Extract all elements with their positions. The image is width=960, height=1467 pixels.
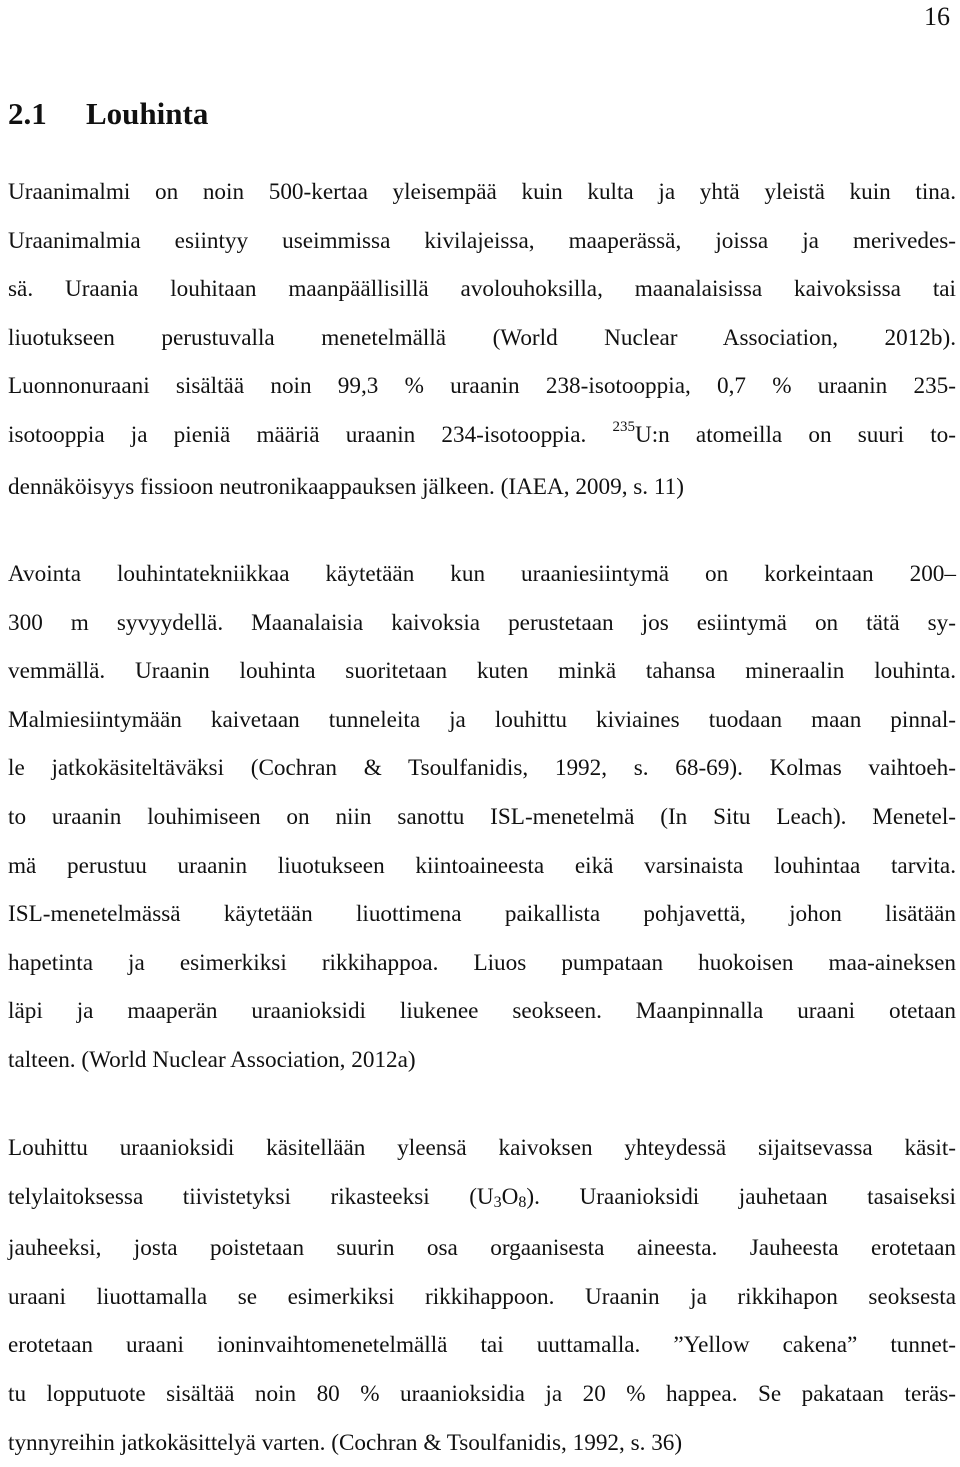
text-line: talteen. (World Nuclear Association, 2012a): [8, 1046, 416, 1073]
text-line: to uraanin louhimiseen on niin sanottu ISL-menetelmä (In Situ Leach). Menetel-: [8, 803, 956, 830]
text-segment: O: [501, 1183, 519, 1210]
paragraph-2: [8, 550, 956, 1085]
text-line: dennäköisyys fissioon neutronikaappauksen jälkeen. (IAEA, 2009, s. 11): [8, 473, 684, 500]
text-line: uraani liuottamalla se esimerkiksi rikkihappoon. Uraanin ja rikkihapon seoksesta: [8, 1283, 956, 1310]
text-segment: telylaitoksessa tiivistetyksi rikasteeksi (U: [8, 1183, 494, 1210]
text-line: läpi ja maaperän uraanioksidi liukenee seokseen. Maanpinnalla uraani otetaan: [8, 998, 956, 1025]
text-line: Luonnonuraani sisältää noin 99,3 % uraanin 238-isotooppia, 0,7 % uraanin 235-: [8, 373, 956, 400]
text-line: tu lopputuote sisältää noin 80 % uraanioksidia ja 20 % happea. Se pakataan teräs-: [8, 1380, 956, 1407]
text-line: sä. Uraania louhitaan maanpäällisillä avolouhoksilla, maanalaisissa kaivoksissa tai: [8, 276, 956, 303]
text-line: Avointa louhintatekniikkaa käytetään kun uraaniesiintymä on korkeintaan 200–: [8, 561, 956, 587]
text-line: Louhittu uraanioksidi käsitellään yleensä kaivoksen yhteydessä sijaitsevassa käsit-: [8, 1135, 956, 1161]
text-line: vemmällä. Uraanin louhinta suoritetaan kuten minkä tahansa mineraalin louhinta.: [8, 658, 956, 685]
text-line: le jatkokäsiteltäväksi (Cochran & Tsoulfanidis, 1992, s. 68-69). Kolmas vaihtoeh-: [8, 755, 956, 782]
text-line: Uraanimalmia esiintyy useimmissa kivilajeissa, maaperässä, joissa ja merivedes-: [8, 227, 956, 254]
text-line: liuotukseen perustuvalla menetelmällä (World Nuclear Association, 2012b).: [8, 324, 956, 351]
text-line: [8, 1173, 956, 1225]
text-line: [8, 411, 956, 463]
text-line: mä perustuu uraanin liuotukseen kiintoaineesta eikä varsinaista louhintaa tarvita.: [8, 852, 956, 879]
text-line: ISL-menetelmässä käytetään liuottimena paikallista pohjavettä, johon lisätään: [8, 901, 956, 928]
text-line: tynnyreihin jatkokäsittelyä varten. (Cochran & Tsoulfanidis, 1992, s. 36): [8, 1429, 683, 1456]
section-number: 2.1: [8, 96, 47, 131]
text-line: jauheeksi, josta poistetaan suurin osa orgaanisesta aineesta. Jauheesta erotetaan: [8, 1235, 956, 1262]
text-line: 300 m syvyydellä. Maanalaisia kaivoksia perustetaan jos esiintymä on tätä sy-: [8, 609, 956, 636]
text-line: hapetinta ja esimerkiksi rikkihappoa. Liuos pumpataan huokoisen maa-aineksen: [8, 949, 956, 976]
text-segment: ). Uraanioksidi jauhetaan tasaiseksi: [526, 1183, 957, 1210]
formula-subscript: 3: [493, 1193, 502, 1211]
section-title: Louhinta: [86, 96, 209, 131]
text-line: Uraanimalmi on noin 500-kertaa yleisempää kuin kulta ja yhtä yleistä kuin tina.: [8, 179, 956, 205]
paragraph-1: [8, 168, 956, 511]
formula-subscript: 8: [518, 1193, 527, 1211]
isotope-superscript: 235: [612, 418, 635, 435]
text-line: erotetaan uraani ioninvaihtomenetelmällä tai uuttamalla. ”Yellow cakena” tunnet-: [8, 1332, 956, 1359]
text-segment: U:n atomeilla on suuri to-: [634, 421, 956, 448]
text-segment: isotooppia ja pieniä määriä uraanin 234-isotooppia.: [8, 421, 613, 448]
paragraph-3: [8, 1124, 956, 1467]
page-number: 16: [924, 2, 950, 31]
text-line: Malmiesiintymään kaivetaan tunneleita ja louhittu kiviaines tuodaan maan pinnal-: [8, 706, 956, 733]
section-heading: [8, 94, 208, 134]
